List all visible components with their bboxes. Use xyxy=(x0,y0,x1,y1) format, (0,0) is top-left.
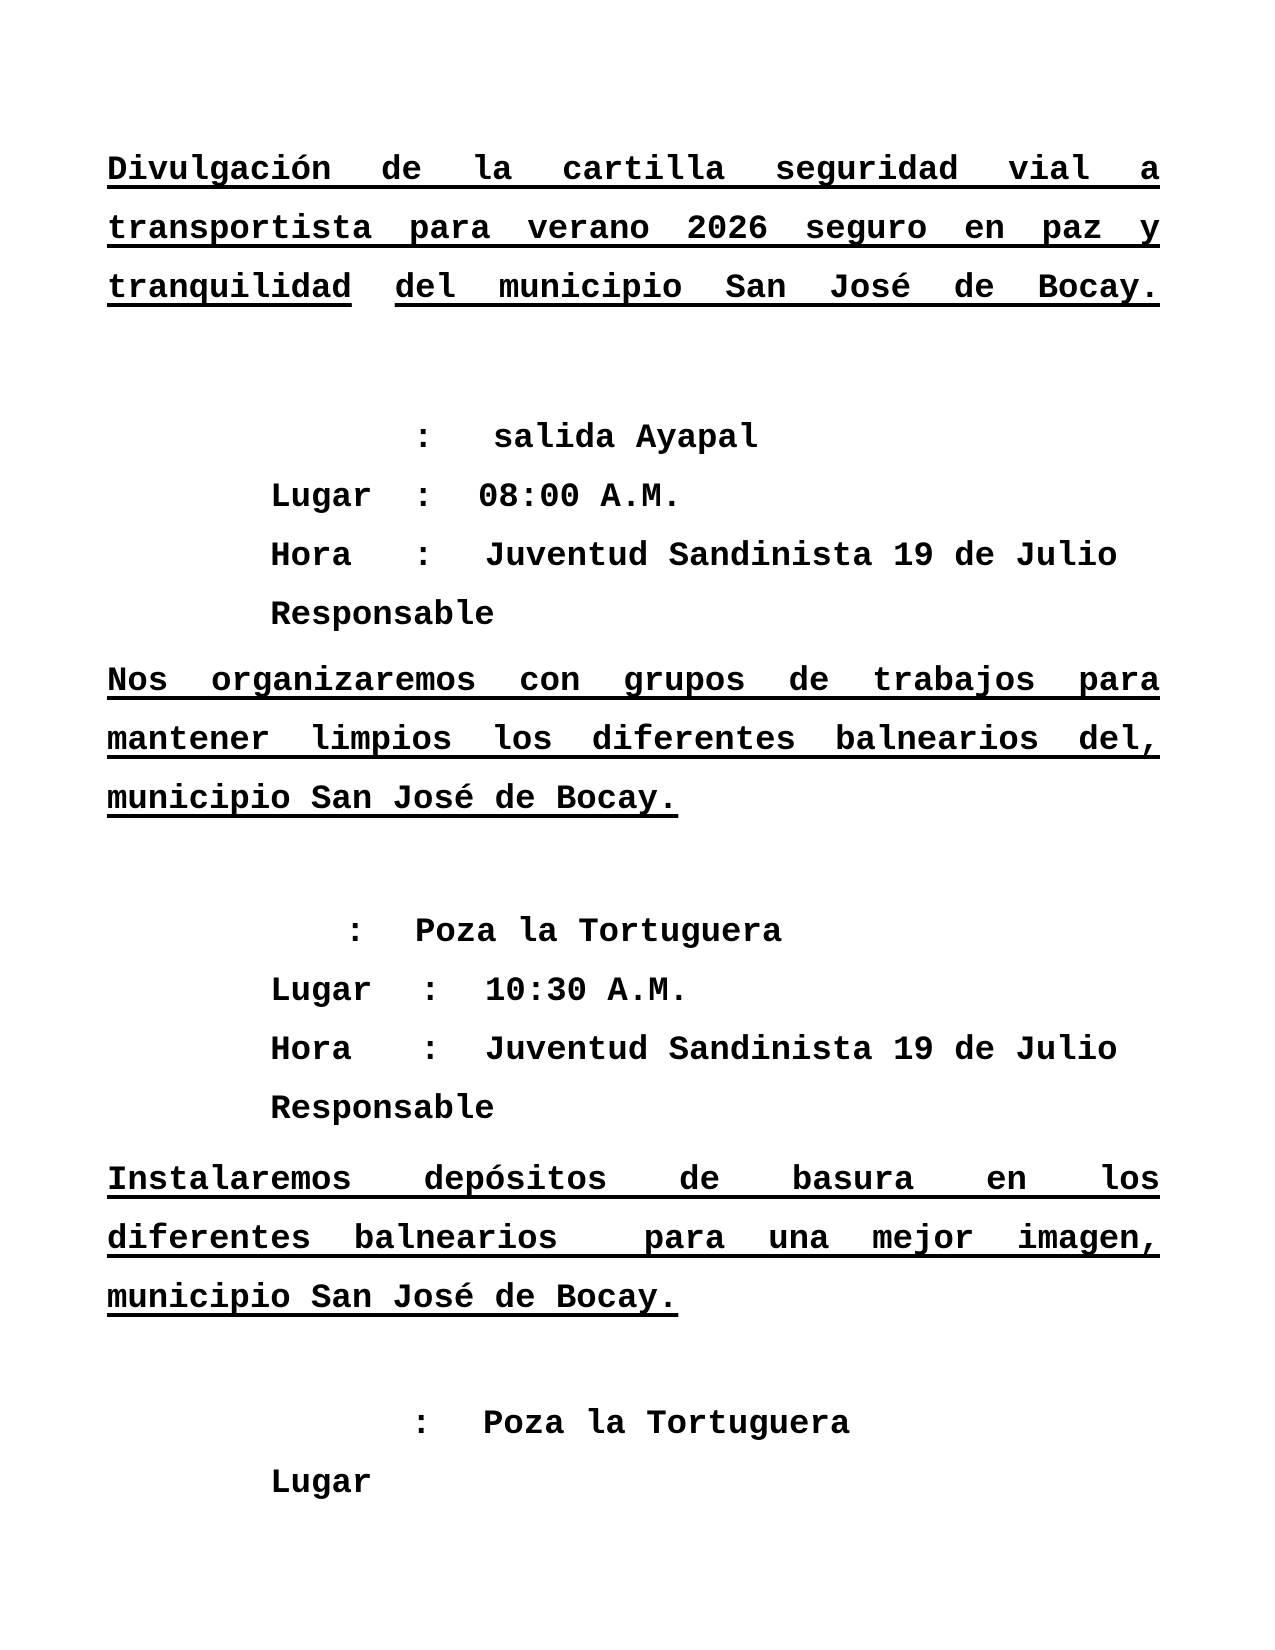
activity-2-intro-line-3: municipio San José de Bocay. xyxy=(107,781,679,819)
activity-2-intro-line-2: mantener limpios los diferentes balnearios del, xyxy=(107,722,1160,760)
document-content xyxy=(107,142,1161,1503)
detail-separator: : xyxy=(413,479,434,517)
activity-1-details xyxy=(107,410,1160,635)
detail-label: Responsable xyxy=(270,1091,495,1129)
detail-value: salida Ayapal xyxy=(493,420,759,458)
heading-paragraph xyxy=(107,142,1160,319)
detail-separator: : xyxy=(413,420,434,458)
detail-separator: : xyxy=(413,538,434,576)
detail-label: Lugar xyxy=(270,973,373,1011)
detail-value: Juventud Sandinista 19 de Julio xyxy=(485,1032,1118,1070)
activity-3-intro-line-2: diferentes balnearios para una mejor imagen, xyxy=(107,1221,1160,1259)
activity-2-intro-line-1: Nos organizaremos con grupos de trabajos para xyxy=(107,663,1160,701)
detail-value: Juventud Sandinista 19 de Julio xyxy=(485,538,1118,576)
heading-line-3-part-1: tranquilidad xyxy=(107,270,352,308)
detail-value: Poza la Tortuguera xyxy=(483,1406,851,1444)
heading-line-3-part-2: del municipio San José de Bocay. xyxy=(394,270,1161,308)
detail-row-responsable xyxy=(107,528,1160,635)
activity-3-intro-line-1: Instalaremos depósitos de basura en los xyxy=(107,1162,1160,1200)
heading-line-2: transportista para verano 2026 seguro en paz y xyxy=(107,211,1160,249)
heading-line-3 xyxy=(107,260,1160,319)
detail-separator: : xyxy=(420,973,441,1011)
detail-label: Hora xyxy=(270,1032,352,1070)
detail-value: 10:30 A.M. xyxy=(485,973,690,1011)
activity-3-intro-line-3: municipio San José de Bocay. xyxy=(107,1280,679,1318)
detail-label: Hora xyxy=(270,538,352,576)
detail-value: Poza la Tortuguera xyxy=(415,914,783,952)
detail-row-responsable xyxy=(107,1022,1160,1129)
detail-label: Lugar xyxy=(270,1465,373,1503)
detail-label: Responsable xyxy=(270,597,495,635)
detail-separator: : xyxy=(345,914,366,952)
activity-2-details xyxy=(107,904,1160,1129)
detail-separator: : xyxy=(411,1406,432,1444)
detail-value: 08:00 A.M. xyxy=(478,479,683,517)
detail-row-lugar xyxy=(107,1396,1160,1503)
detail-label: Lugar xyxy=(270,479,373,517)
heading-line-1: Divulgación de la cartilla seguridad vial a xyxy=(107,152,1160,190)
detail-separator: : xyxy=(420,1032,441,1070)
activity-3-details xyxy=(107,1396,1160,1503)
